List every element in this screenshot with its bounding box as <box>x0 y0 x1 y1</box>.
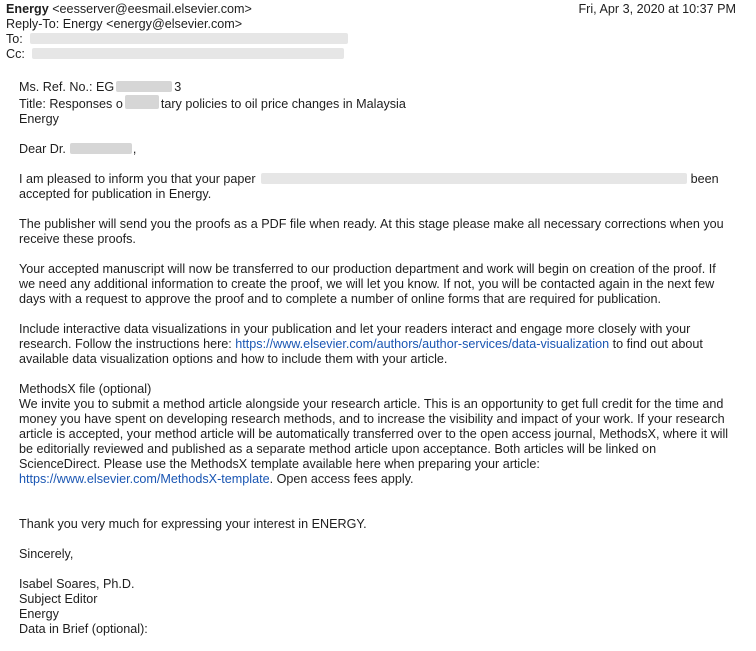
methodsx-paragraph <box>19 397 731 487</box>
data-in-brief: Data in Brief (optional): <box>19 622 148 636</box>
signature-role: Subject Editor <box>19 592 98 606</box>
redacted-ref <box>116 81 172 92</box>
signature-journal: Energy <box>19 607 59 621</box>
sender-email: <eesserver@eesmail.elsevier.com> <box>52 2 252 16</box>
acceptance-start: I am pleased to inform you that your paper <box>19 172 256 186</box>
reply-to-value: Energy <energy@elsevier.com> <box>62 17 243 31</box>
proofs-paragraph: The publisher will send you the proofs as a PDF file when ready. At this stage please make all necessary corrections when you receive these proofs. <box>19 217 724 246</box>
title-prefix: Title: Responses o <box>19 97 123 111</box>
cc-row <box>6 47 750 62</box>
journal-name: Energy <box>19 112 59 126</box>
reply-to-row <box>6 17 750 32</box>
reply-to-label: Reply-To: <box>6 17 60 31</box>
sender-name[interactable]: Energy <box>6 2 49 16</box>
salutation <box>19 142 731 157</box>
closing: Sincerely, <box>19 547 74 561</box>
redacted-paper-title <box>261 173 687 184</box>
to-label: To: <box>6 32 23 46</box>
redacted-cc <box>32 48 344 59</box>
redacted-title <box>125 95 159 109</box>
ref-prefix: Ms. Ref. No.: EG <box>19 80 115 94</box>
methodsx-text: We invite you to submit a method article alongside your research article. This is an opportunity to get full credit for the time and money you have spent on developing research methods, and to increase the visibility and impact of your work. If your research article is accepted, your method article will be automatically transferred over to the open access journal, MethodsX, where it will be editorially reviewed and published as a separate method article upon acceptance. Both articles will be linked on ScienceDirect. Please use the MethodsX template available here when preparing your article: <box>19 397 729 471</box>
email-date: Fri, Apr 3, 2020 at 10:37 PM <box>578 2 736 16</box>
salutation-prefix: Dear Dr. <box>19 142 66 156</box>
signature-name: Isabel Soares, Ph.D. <box>19 577 135 591</box>
visualization-text-end: to find out about available data visualization options and how to include them with your article. <box>19 337 703 366</box>
data-visualization-link[interactable]: https://www.elsevier.com/authors/author-services/data-visualization <box>235 337 610 351</box>
visualization-text: Include interactive data visualizations in your publication and let your readers interact and engage more closely with your research. Follow the instructions here: <box>19 322 691 351</box>
thanks-line: Thank you very much for expressing your interest in ENERGY. <box>19 517 367 531</box>
ref-suffix: 3 <box>174 80 182 94</box>
from-row <box>6 2 750 17</box>
manuscript-ref <box>19 80 731 95</box>
to-row <box>6 32 750 47</box>
methodsx-template-link[interactable]: https://www.elsevier.com/MethodsX-template <box>19 472 270 486</box>
manuscript-title <box>19 95 731 112</box>
email-header <box>6 2 750 62</box>
message-body <box>19 80 731 637</box>
acceptance-line-2: accepted for publication in Energy. <box>19 187 212 201</box>
cc-label: Cc: <box>6 47 25 61</box>
acceptance-end: been <box>690 172 719 186</box>
acceptance-line <box>19 172 731 187</box>
redacted-name <box>70 143 132 154</box>
methodsx-text-end: . Open access fees apply. <box>269 472 414 486</box>
methodsx-heading: MethodsX file (optional) <box>19 382 152 396</box>
redacted-recipient <box>30 33 348 44</box>
production-paragraph: Your accepted manuscript will now be transferred to our production department and work will begin on creation of the proof. If we need any additional information to create the proof, we will let you know. If not, you will be contacted again in the next few days with a request to approve the proof and to complete a number of online forms that are required for publication. <box>19 262 716 306</box>
visualization-paragraph <box>19 322 731 367</box>
salutation-suffix: , <box>132 142 137 156</box>
title-suffix: tary policies to oil price changes in Malaysia <box>160 97 406 111</box>
